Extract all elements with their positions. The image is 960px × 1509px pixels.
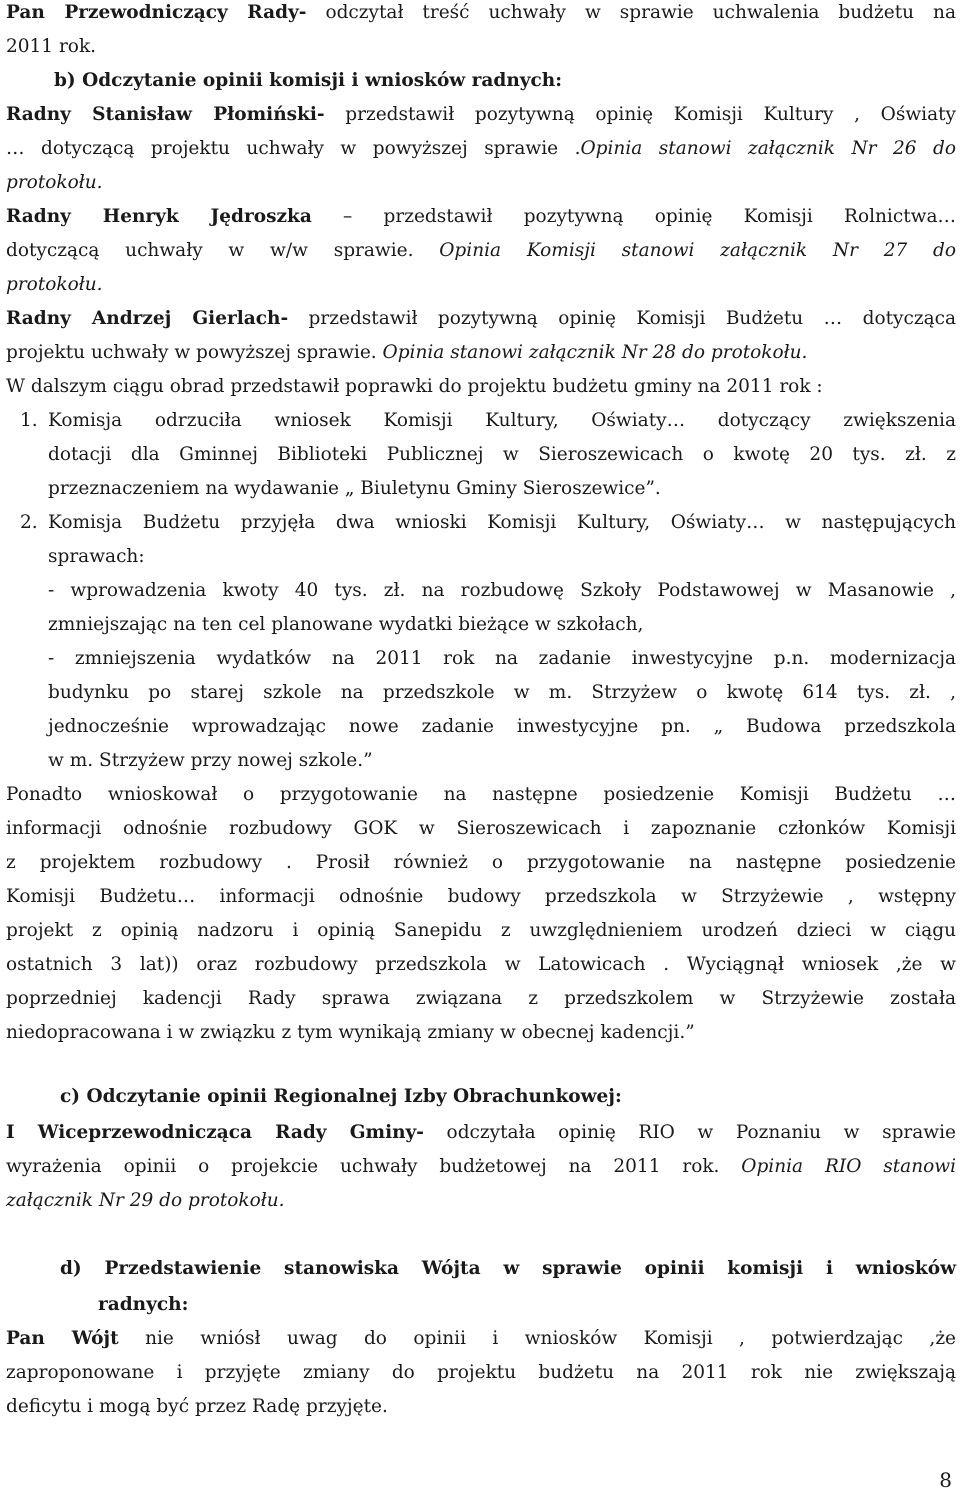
page-number: 8	[939, 1468, 952, 1492]
paragraph-line: Ponadto wnioskował o przygotowanie na następne posiedzenie Komisji Budżetu …	[6, 784, 956, 805]
speaker-name: Pan Wójt	[6, 1328, 119, 1349]
paragraph-line: załącznik Nr 29 do protokołu.	[6, 1190, 285, 1211]
list-item-line: Komisja odrzuciła wniosek Komisji Kultury, Oświaty… dotyczący zwiększenia	[48, 410, 956, 431]
list-item-line: zmniejszając na ten cel planowane wydatki bieżące w szkołach,	[48, 614, 644, 635]
paragraph-line: Pan Wójt nie wniósł uwag do opinii i wniosków Komisji , potwierdzając ,że	[6, 1328, 957, 1349]
list-item-line: przeznaczeniem na wydawanie „ Biuletynu Gminy Sieroszewice”.	[48, 478, 661, 499]
paragraph-line: informacji odnośnie rozbudowy GOK w Sieroszewicach i zapoznanie członków Komisji	[6, 818, 956, 839]
list-item-line: jednocześnie wprowadzając nowe zadanie inwestycyjne pn. „ Budowa przedszkola	[48, 716, 956, 737]
attachment-reference: Opinia RIO stanowi	[741, 1156, 956, 1177]
attachment-reference: Opinia stanowi załącznik Nr 28 do protokołu.	[382, 342, 808, 363]
speaker-name: I Wiceprzewodnicząca Rady Gminy-	[6, 1122, 424, 1143]
paragraph-line: … dotyczącą projektu uchwały w powyższej sprawie .Opinia stanowi załącznik Nr 26 do	[6, 138, 956, 159]
paragraph-line: zaproponowane i przyjęte zmiany do projektu budżetu na 2011 rok nie zwiększają	[6, 1362, 956, 1383]
list-number: 1.	[20, 410, 38, 431]
attachment-reference: Opinia Komisji stanowi załącznik Nr 27 do	[439, 240, 956, 261]
paragraph-line: Radny Andrzej Gierlach- przedstawił pozytywną opinię Komisji Budżetu … dotycząca	[6, 308, 956, 329]
speaker-name: Radny Henryk Jędroszka	[6, 206, 312, 227]
speaker-name: Pan Przewodniczący Rady-	[6, 2, 307, 23]
list-number: 2.	[20, 512, 38, 533]
list-item-line: dotacji dla Gminnej Biblioteki Publicznej w Sieroszewicach o kwotę 20 tys. zł. z	[48, 444, 956, 465]
paragraph-line: z projektem rozbudowy . Prosił również o przygotowanie na następne posiedzenie	[6, 852, 956, 873]
section-b-heading: b) Odczytanie opinii komisji i wniosków radnych:	[54, 70, 563, 91]
list-item-line: - wprowadzenia kwoty 40 tys. zł. na rozbudowę Szkoły Podstawowej w Masanowie ,	[48, 580, 956, 601]
speaker-name: Radny Stanisław Płomiński-	[6, 104, 325, 125]
paragraph-line: deficytu i mogą być przez Radę przyjęte.	[6, 1396, 388, 1417]
paragraph-line: Radny Henryk Jędroszka – przedstawił pozytywną opinię Komisji Rolnictwa…	[6, 206, 956, 227]
list-item-line: - zmniejszenia wydatków na 2011 rok na zadanie inwestycyjne p.n. modernizacja	[48, 648, 956, 669]
paragraph-text: odczytał treść uchwały w sprawie uchwalenia budżetu na	[306, 2, 956, 23]
paragraph-line: W dalszym ciągu obrad przedstawił poprawki do projektu budżetu gminy na 2011 rok :	[6, 376, 823, 397]
paragraph-line: dotyczącą uchwały w w/w sprawie. Opinia Komisji stanowi załącznik Nr 27 do	[6, 240, 956, 261]
speaker-name: Radny Andrzej Gierlach-	[6, 308, 289, 329]
section-c-heading: c) Odczytanie opinii Regionalnej Izby Obrachunkowej:	[60, 1086, 622, 1107]
attachment-reference: Opinia stanowi załącznik Nr 26 do	[580, 138, 956, 159]
section-d-heading: radnych:	[98, 1294, 189, 1315]
list-item-line: Komisja Budżetu przyjęła dwa wnioski Komisji Kultury, Oświaty… w następujących	[48, 512, 956, 533]
paragraph-line: protokołu.	[6, 172, 103, 193]
paragraph-line: protokołu.	[6, 274, 103, 295]
paragraph-line: I Wiceprzewodnicząca Rady Gminy- odczytała opinię RIO w Poznaniu w sprawie	[6, 1122, 956, 1143]
paragraph-line: Radny Stanisław Płomiński- przedstawił pozytywną opinię Komisji Kultury , Oświaty	[6, 104, 956, 125]
paragraph-line: 2011 rok.	[6, 36, 97, 57]
paragraph-line: wyrażenia opinii o projekcie uchwały budżetowej na 2011 rok. Opinia RIO stanowi	[6, 1156, 956, 1177]
paragraph-line: Komisji Budżetu… informacji odnośnie budowy przedszkola w Strzyżewie , wstępny	[6, 886, 956, 907]
section-d-heading: d) Przedstawienie stanowiska Wójta w sprawie opinii komisji i wniosków	[60, 1258, 956, 1279]
paragraph-line	[6, 0, 956, 30]
paragraph-line: niedopracowana i w związku z tym wynikają zmiany w obecnej kadencji.”	[6, 1022, 695, 1043]
list-item-line: sprawach:	[48, 546, 145, 567]
paragraph-line: ostatnich 3 lat)) oraz rozbudowy przedszkola w Latowicach . Wyciągnął wniosek ,że w	[6, 954, 956, 975]
list-item-line: budynku po starej szkole na przedszkole w m. Strzyżew o kwotę 614 tys. zł. ,	[48, 682, 956, 703]
paragraph-line: poprzedniej kadencji Rady sprawa związana z przedszkolem w Strzyżewie została	[6, 988, 956, 1009]
list-item-line: w m. Strzyżew przy nowej szkole.”	[48, 750, 373, 771]
paragraph-line: projekt z opinią nadzoru i opinią Sanepidu z uwzględnieniem urodzeń dzieci w ciągu	[6, 920, 956, 941]
paragraph-line: projektu uchwały w powyższej sprawie. Opinia stanowi załącznik Nr 28 do protokołu.	[6, 342, 808, 363]
